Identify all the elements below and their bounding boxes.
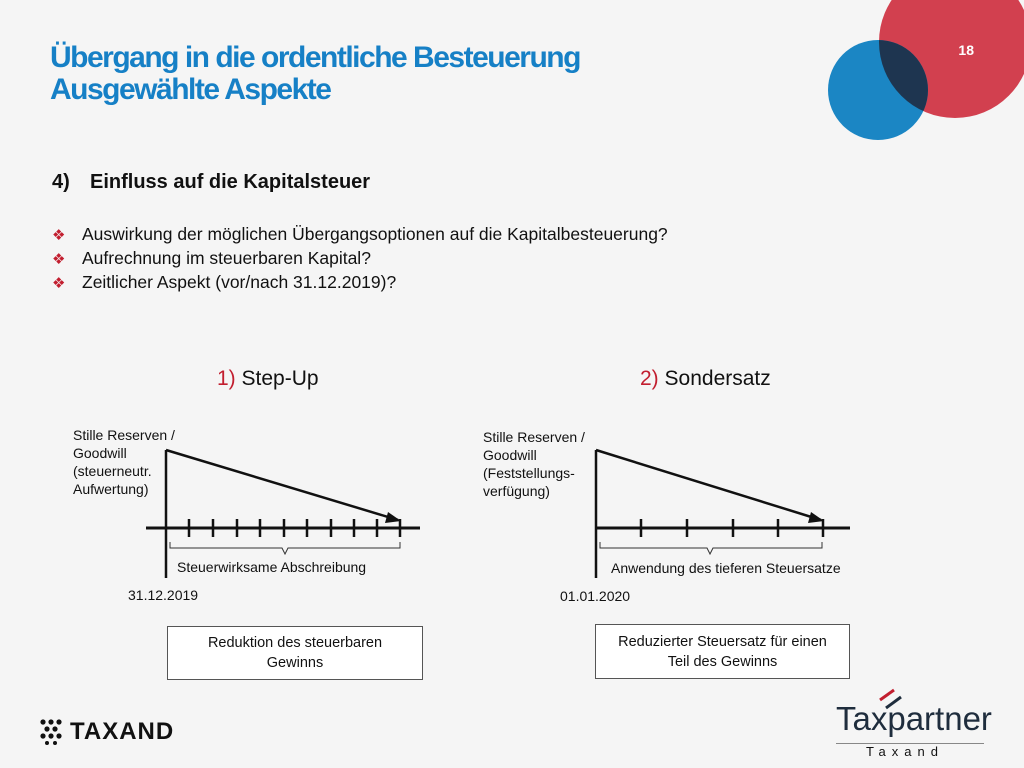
page-number: 18	[958, 42, 974, 58]
section-number: 4)	[52, 171, 70, 193]
label-line: Stille Reserven /	[483, 429, 585, 445]
arrow-head	[808, 512, 824, 523]
option-2-name: Sondersatz	[664, 367, 771, 390]
bullet-text: Aufrechnung im steuerbaren Kapital?	[82, 248, 371, 268]
taxpartner-logo	[836, 688, 992, 759]
curly-brace	[600, 542, 822, 554]
diamond-bullet-icon: ❖	[52, 251, 66, 268]
option-1-number: 1)	[217, 367, 236, 390]
taxand-logo	[40, 718, 174, 746]
box-line: Reduzierter Steuersatz für einen	[618, 633, 827, 650]
bullet-text: Auswirkung der möglichen Übergangsoptionen auf die Kapitalbesteuerung?	[82, 224, 668, 244]
option-1-brace-label: Steuerwirksame Abschreibung	[177, 559, 367, 575]
taxand-logo-text: TAXAND	[70, 718, 175, 745]
box-line: Teil des Gewinns	[667, 653, 778, 670]
option-2-result-box	[595, 624, 850, 679]
option-1-date: 31.12.2019	[128, 587, 199, 603]
taxpartner-logo-text: Taxpartner	[836, 700, 992, 737]
diamond-bullet-icon: ❖	[52, 227, 66, 244]
label-line: verfügung)	[483, 483, 550, 499]
diamond-bullet-icon: ❖	[52, 275, 66, 292]
title-line-1: Übergang in die ordentliche Besteuerung	[50, 41, 580, 74]
box-line: Gewinns	[266, 655, 324, 671]
decline-line	[596, 450, 821, 520]
label-line: Goodwill	[73, 445, 127, 461]
option-2-number: 2)	[640, 367, 659, 390]
box-line: Reduktion des steuerbaren	[207, 635, 383, 651]
option-2-brace-label: Anwendung des tieferen Steuersatze	[611, 560, 841, 576]
option-2-date: 01.01.2020	[560, 588, 631, 604]
label-line: Aufwertung)	[73, 481, 149, 497]
option-1-name: Step-Up	[241, 367, 319, 390]
title-line-2: Ausgewählte Aspekte	[50, 73, 331, 106]
label-line: Stille Reserven /	[73, 427, 175, 443]
label-line: (Feststellungs-	[483, 465, 575, 481]
taxpartner-sub-text: Taxand	[866, 744, 944, 759]
taxand-mark-icon	[40, 719, 62, 745]
bullet-text: Zeitlicher Aspekt (vor/nach 31.12.2019)?	[82, 272, 397, 292]
label-line: (steuerneutr.	[73, 463, 152, 479]
label-line: Goodwill	[483, 447, 537, 463]
section-heading-text: Einfluss auf die Kapitalsteuer	[90, 171, 371, 193]
